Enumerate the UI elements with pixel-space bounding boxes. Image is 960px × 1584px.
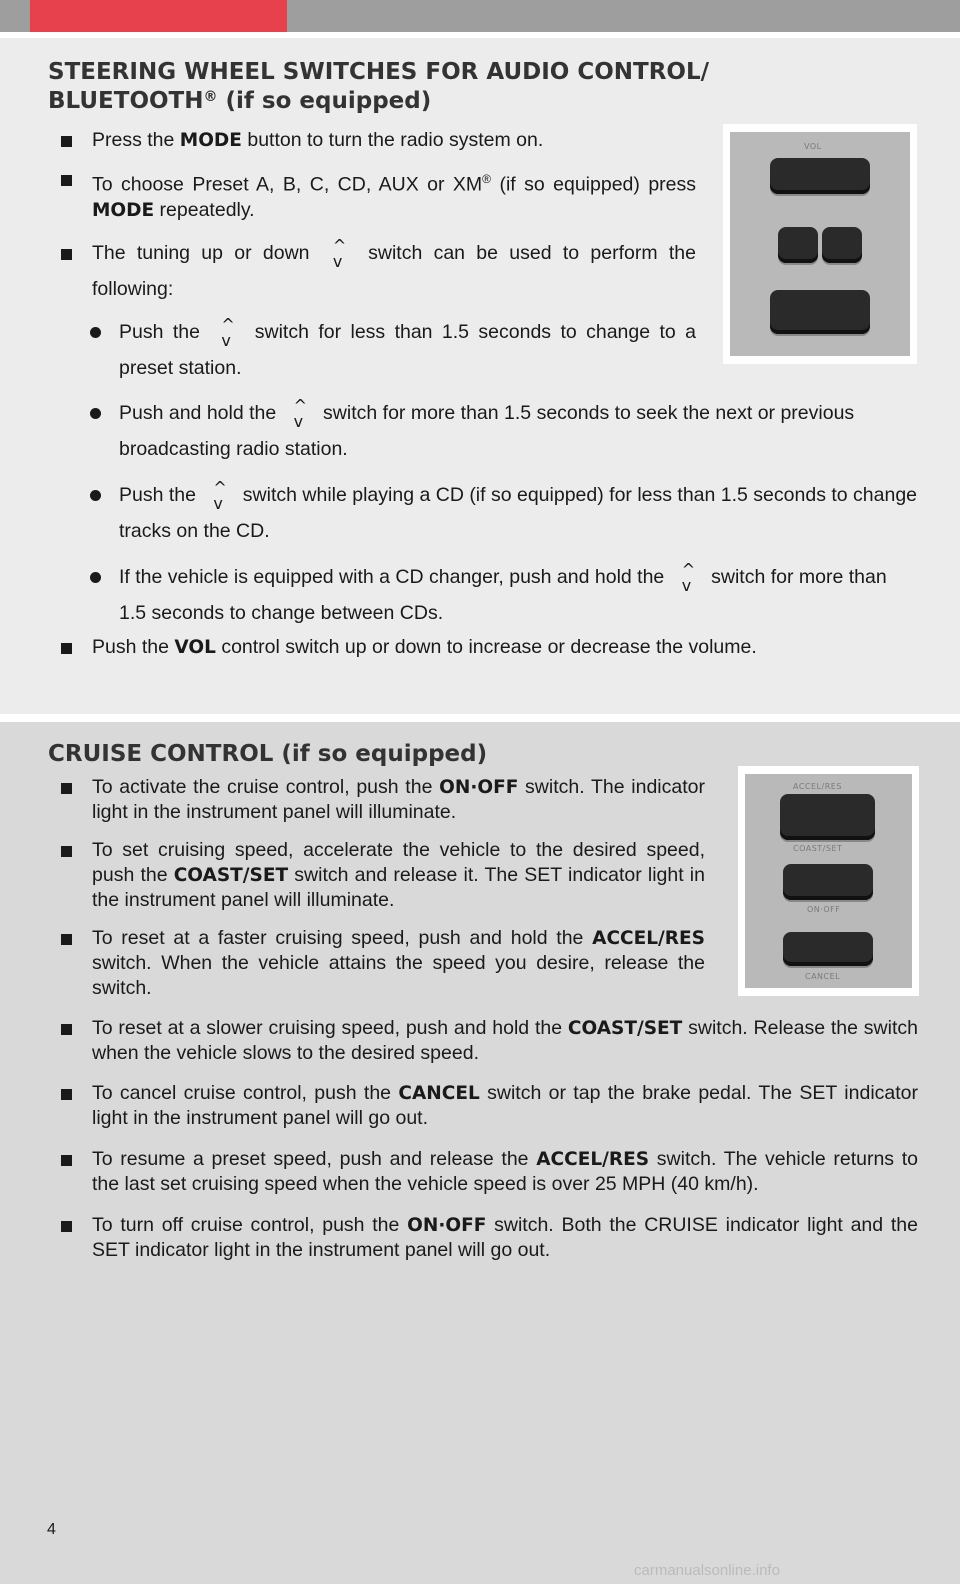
square-bullet-icon [61,783,72,794]
audio-switches-photo [723,124,917,364]
bullet-resume: To resume a preset speed, push and release the ACCEL/RES switch. The vehicle returns to the last set cruising speed when the vehicle speed is over 25 MPH (40 km/h). [92,1147,918,1197]
tuning-arrows-icon: ^ v [332,236,347,271]
bullet-volume: Push the VOL control switch up or down to increase or decrease the volume. [92,635,922,660]
registered-mark: ® [203,89,218,105]
accel-res-label: ACCEL/RES [793,782,842,791]
vol-keyword: VOL [174,637,216,658]
accel-res-coast-set-switch [780,794,875,840]
square-bullet-icon [61,1089,72,1100]
bullet-mode-on: Press the MODE button to turn the radio system on. [92,128,702,153]
bullet-activate: To activate the cruise control, push the ON·OFF switch. The indicator light in the instrument panel will illuminate. [92,775,705,825]
square-bullet-icon [61,1024,72,1035]
bullet-tuning-switch: The tuning up or down ^ v switch can be used to perform the following: [92,237,696,306]
tuning-arrows-icon: ^ v [681,560,696,595]
tuning-arrows-icon: ^ v [213,478,227,513]
volume-switch [770,158,870,194]
cancel-switch [783,932,873,966]
bullet-set-speed: To set cruising speed, accelerate the vehicle to the desired speed, push the COAST/SET switch and release it. The SET indicator light in the instrument panel will illuminate. [92,838,705,913]
round-bullet-icon [90,572,101,583]
audio-section-title [48,58,709,116]
square-bullet-icon [61,136,72,147]
sub-bullet-preset-station: Push the ^ v switch for less than 1.5 seconds to change to a preset station. [119,316,696,385]
switch-panel [745,774,912,988]
square-bullet-icon [61,846,72,857]
top-color-bar [0,0,960,32]
page-number: 4 [47,1521,56,1538]
round-bullet-icon [90,408,101,419]
title-line-1: STEERING WHEEL SWITCHES FOR AUDIO CONTROL/ [48,59,710,85]
phone-end-switch [822,227,862,263]
bullet-reset-faster: To reset at a faster cruising speed, push and hold the ACCEL/RES switch. When the vehicle attains the speed you desire, release the switch. [92,926,705,1001]
square-bullet-icon [61,643,72,654]
square-bullet-icon [61,1155,72,1166]
round-bullet-icon [90,490,101,501]
watermark: carmanualsonline.info [634,1562,780,1579]
phone-send-switch [778,227,818,263]
square-bullet-icon [61,175,72,186]
bullet-turn-off: To turn off cruise control, push the ON·OFF switch. Both the CRUISE indicator light and the SET indicator light in the instrument panel will go out. [92,1213,918,1263]
tuning-arrows-icon: ^ v [293,396,308,431]
sub-bullet-cd-track: Push the ^ v switch while playing a CD (if so equipped) for less than 1.5 seconds to change tracks on the CD. [119,479,919,548]
round-bullet-icon [90,327,101,338]
accel-res-keyword: ACCEL/RES [536,1149,650,1170]
cruise-section-title: CRUISE CONTROL (if so equipped) [48,741,488,767]
bullet-preset-select: To choose Preset A, B, C, CD, AUX or XM® (if so equipped) press MODE repeatedly. [92,167,696,223]
coast-set-keyword: COAST/SET [173,865,289,886]
switch-panel [730,132,910,356]
onoff-keyword: ON·OFF [407,1215,487,1236]
square-bullet-icon [61,934,72,945]
cruise-switches-photo [738,766,919,996]
cancel-keyword: CANCEL [398,1083,480,1104]
title-qualifier: (if so equipped) [217,88,432,114]
on-off-switch [783,864,873,900]
onoff-keyword: ON·OFF [439,777,519,798]
accel-res-keyword: ACCEL/RES [592,928,705,949]
vol-label: VOL [804,142,822,151]
coast-set-label: COAST/SET [793,844,843,853]
section-separator [0,714,960,722]
square-bullet-icon [61,249,72,260]
coast-set-keyword: COAST/SET [567,1018,683,1039]
sub-bullet-cd-changer: If the vehicle is equipped with a CD changer, push and hold the ^ v switch for more than 1.5 seconds to change between CDs. [119,561,919,630]
red-accent-tab [30,0,287,32]
bullet-cancel: To cancel cruise control, push the CANCEL switch or tap the brake pedal. The SET indicator light in the instrument panel will go out. [92,1081,918,1131]
tuning-arrows-icon: ^ v [221,315,235,350]
mode-keyword: MODE [179,130,242,151]
on-off-label: ON·OFF [807,905,841,914]
tuning-switch [770,290,870,334]
mode-keyword: MODE [92,199,155,221]
bullet-reset-slower: To reset at a slower cruising speed, push and hold the COAST/SET switch. Release the switch when the vehicle slows to the desired speed. [92,1016,918,1066]
sub-bullet-seek: Push and hold the ^ v switch for more than 1.5 seconds to seek the next or previous broadcasting radio station. [119,397,919,466]
cancel-label: CANCEL [805,972,841,981]
title-line-2: BLUETOOTH [48,88,204,114]
square-bullet-icon [61,1221,72,1232]
